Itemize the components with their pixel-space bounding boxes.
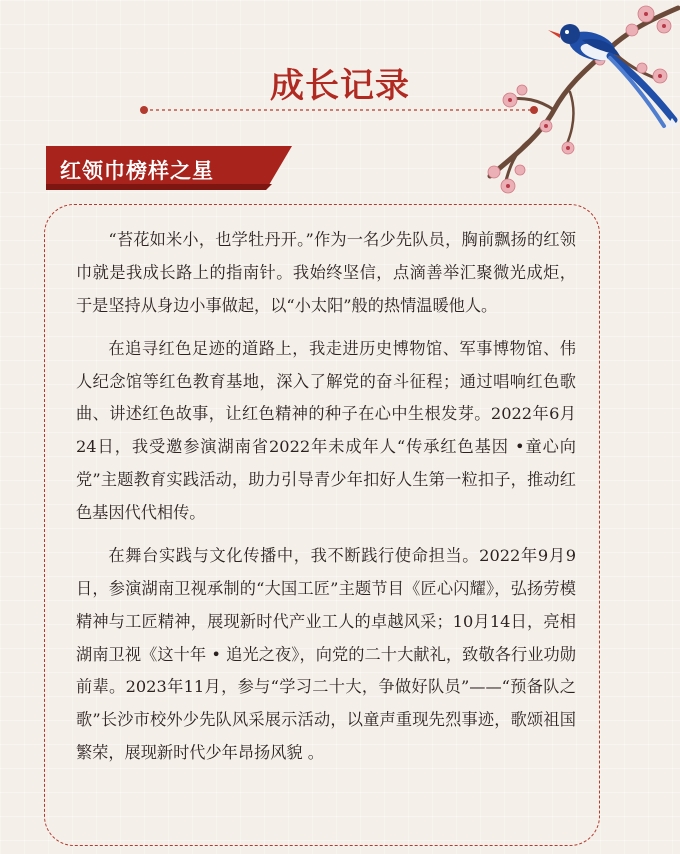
- page-title: 成长记录: [270, 66, 410, 106]
- article-body: [76, 224, 576, 780]
- section-banner: [46, 146, 292, 190]
- dotted-divider-icon: [138, 102, 540, 116]
- paragraph: 在追寻红色足迹的道路上，我走进历史博物馆、军事博物馆、伟人纪念馆等红色教育基地，深入了解党的奋斗征程；通过唱响红色歌曲、讲述红色故事，让红色精神的种子在心中生根发芽。2022年6月24日，我受邀参演湖南省2022年未成年人“传承红色基因 •童心向党”主题教育实践活动，助力引导青少年扣好人生第一粒扣子，推动红色基因代代相传。: [76, 338, 576, 522]
- paragraph: “苔花如米小，也学牡丹开。”作为一名少先队员，胸前飘扬的红领巾就是我成长路上的指南针。我始终坚信，点滴善举汇聚微光成炬，于是坚持从身边小事做起，以“小太阳”般的热情温暖他人。: [76, 230, 576, 315]
- paragraph: 在舞台实践与文化传播中，我不断践行使命担当。2022年9月9日，参演湖南卫视承制的“大国工匠”主题节目《匠心闪耀》，弘扬劳模精神与工匠精神，展现新时代产业工人的卓越风采；10月14日，亮相湖南卫视《这十年 • 追光之夜》，向党的二十大献礼，致敬各行业功勋前辈。2023年11月，参与“学习二十大，争做好队员”——“预备队之歌”长沙市校外少先队风采展示活动，以童声重现先烈事迹，歌颂祖国繁荣，展现新时代少年昂扬风貌 。: [76, 546, 576, 762]
- section-heading: 红领巾榜样之星: [60, 159, 214, 183]
